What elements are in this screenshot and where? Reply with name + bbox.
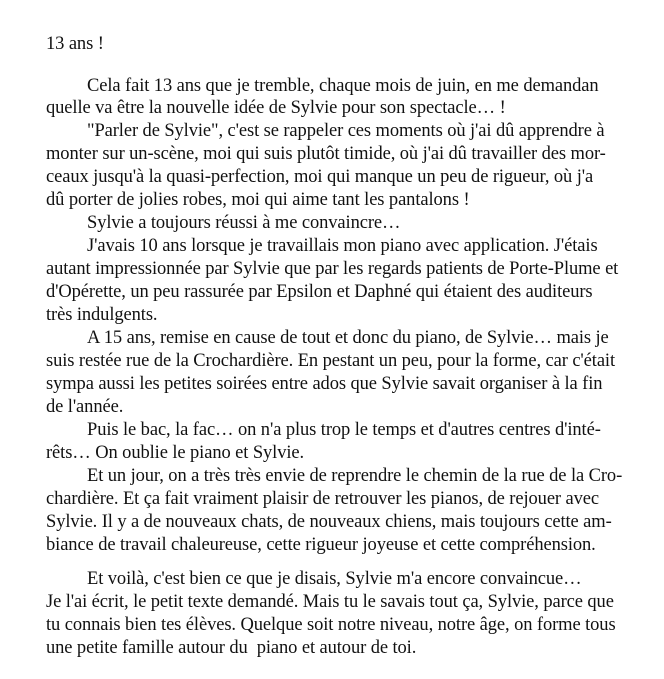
- text-line: quelle va être la nouvelle idée de Sylvie pour son spectacle… !: [46, 98, 506, 118]
- document-title: 13 ans !: [46, 34, 104, 54]
- text-line: "Parler de Sylvie", c'est se rappeler ces moments où j'ai dû apprendre à: [87, 121, 605, 141]
- text-line: Sylvie. Il y a de nouveaux chats, de nouveaux chiens, mais toujours cette am-: [46, 512, 612, 532]
- text-line: de l'année.: [46, 397, 124, 417]
- text-line: Et un jour, on a très très envie de reprendre le chemin de la rue de la Cro-: [87, 466, 623, 486]
- text-line: sympa aussi les petites soirées entre ados que Sylvie savait organiser à la fin: [46, 374, 603, 394]
- text-line: suis restée rue de la Crochardière. En pestant un peu, pour la forme, car c'était: [46, 351, 616, 371]
- text-line: une petite famille autour du piano et autour de toi.: [46, 638, 417, 658]
- text-line: rêts… On oublie le piano et Sylvie.: [46, 443, 305, 463]
- text-line: Puis le bac, la fac… on n'a plus trop le temps et d'autres centres d'inté-: [87, 420, 601, 440]
- text-line: Je l'ai écrit, le petit texte demandé. Mais tu le savais tout ça, Sylvie, parce que: [46, 592, 614, 612]
- text-line: J'avais 10 ans lorsque je travaillais mon piano avec application. J'étais: [87, 236, 598, 256]
- text-line: très indulgents.: [46, 305, 158, 325]
- text-line: tu connais bien tes élèves. Quelque soit notre niveau, notre âge, on forme tous: [46, 615, 616, 635]
- text-line: monter sur un-scène, moi qui suis plutôt timide, où j'ai dû travailler des mor-: [46, 144, 606, 164]
- text-line: Sylvie a toujours réussi à me convaincre…: [87, 213, 401, 233]
- text-line: d'Opérette, un peu rassurée par Epsilon et Daphné qui étaient des auditeurs: [46, 282, 593, 302]
- text-line: biance de travail chaleureuse, cette rigueur joyeuse et cette compréhension.: [46, 535, 596, 555]
- text-line: chardière. Et ça fait vraiment plaisir de retrouver les pianos, de rejouer avec: [46, 489, 599, 509]
- text-line: dû porter de jolies robes, moi qui aime tant les pantalons !: [46, 190, 470, 210]
- text-line: autant impressionnée par Sylvie que par les regards patients de Porte-Plume et: [46, 259, 619, 279]
- text-line: ceaux jusqu'à la quasi-perfection, moi qui manque un peu de rigueur, où j'a: [46, 167, 594, 187]
- text-line: Cela fait 13 ans que je tremble, chaque mois de juin, en me demandan: [87, 76, 599, 96]
- text-line: Et voilà, c'est bien ce que je disais, Sylvie m'a encore convaincue…: [87, 569, 582, 589]
- text-line: A 15 ans, remise en cause de tout et donc du piano, de Sylvie… mais je: [87, 328, 609, 348]
